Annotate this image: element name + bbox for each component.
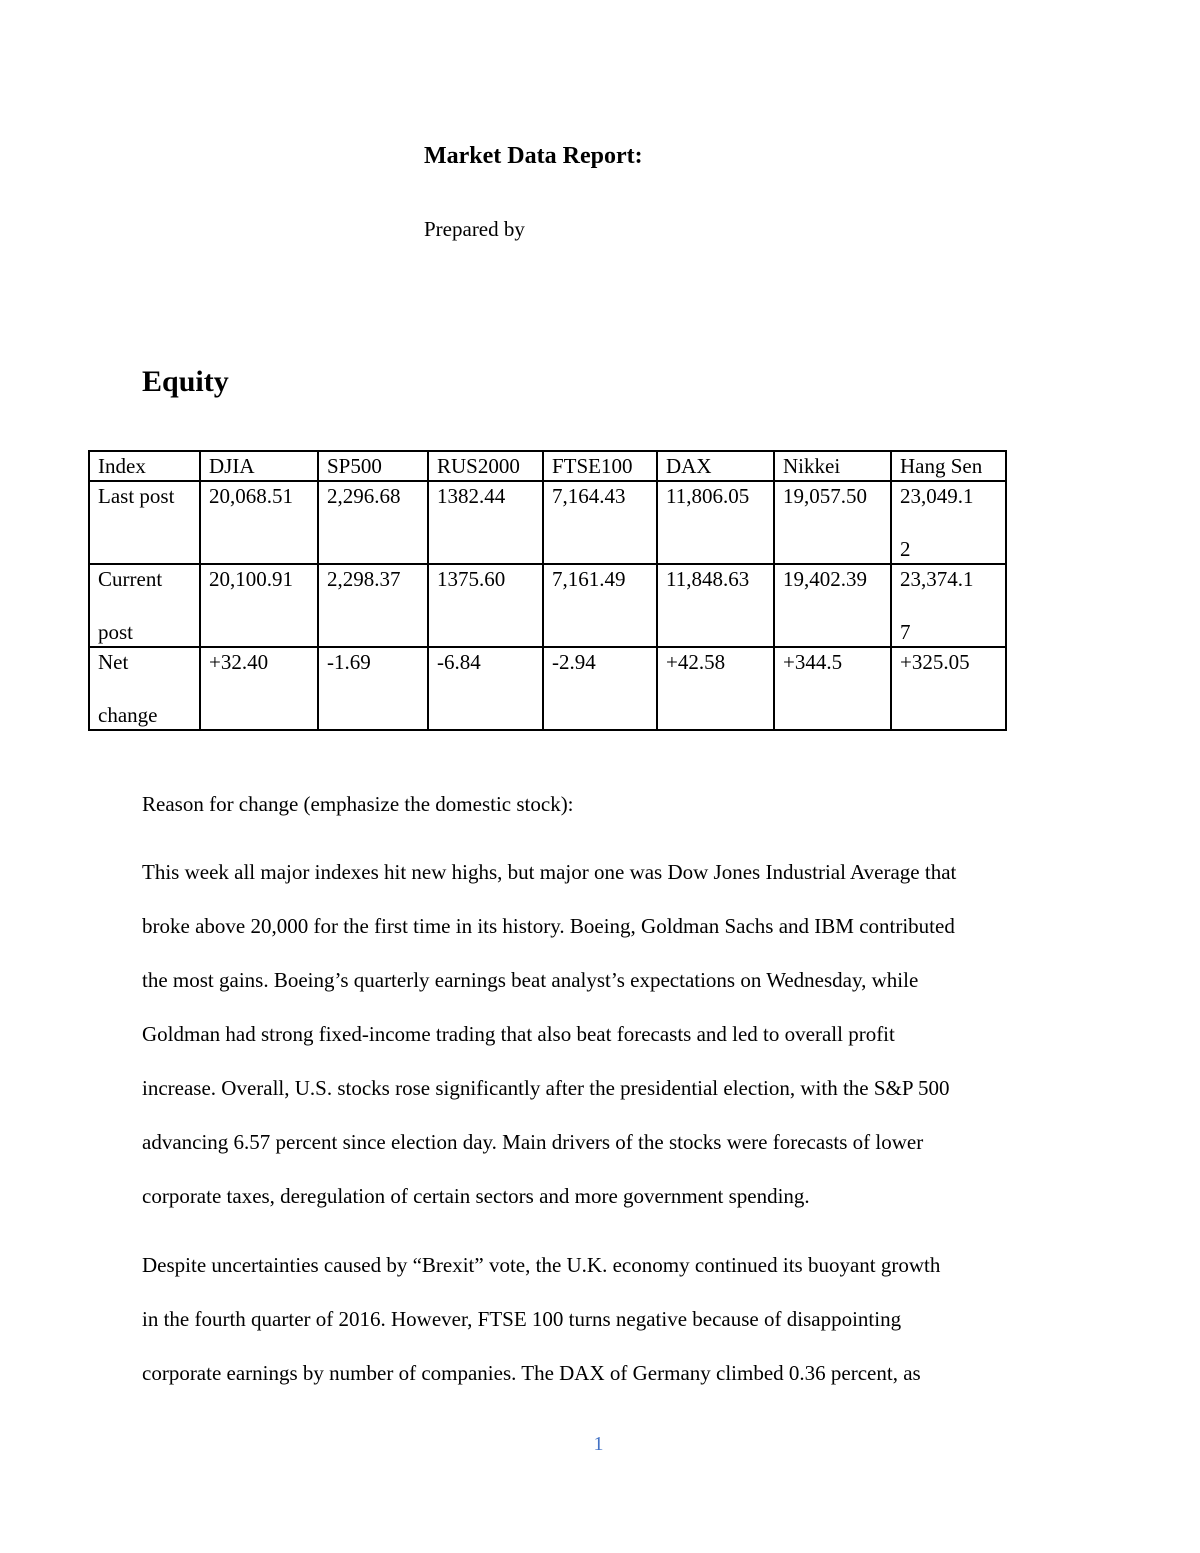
paragraph-line: in the fourth quarter of 2016. However, FTSE 100 turns negative because of disappointing	[142, 1307, 902, 1331]
row-label-line: Last post	[98, 484, 175, 508]
table-cell: 2,298.37	[318, 564, 428, 647]
page-number: 1	[593, 1433, 604, 1455]
row-label-line: change	[98, 703, 158, 727]
row-label-line: Net	[98, 650, 129, 674]
paragraph-international	[142, 1238, 1072, 1400]
table-cell: 20,100.91	[200, 564, 318, 647]
table-cell: +32.40	[200, 647, 318, 730]
paragraph-line: corporate earnings by number of companies. The DAX of Germany climbed 0.36 percent, as	[142, 1361, 921, 1385]
equity-table	[88, 450, 1007, 731]
table-cell: -6.84	[428, 647, 543, 730]
header-cell: Hang Sen	[891, 451, 1006, 481]
paragraph-line: This week all major indexes hit new highs, but major one was Dow Jones Industrial Average that	[142, 860, 957, 884]
paragraph-line: Goldman had strong fixed-income trading that also beat forecasts and led to overall profit	[142, 1022, 895, 1046]
table-cell: +42.58	[657, 647, 774, 730]
paragraph-line: advancing 6.57 percent since election day. Main drivers of the stocks were forecasts of lower	[142, 1130, 924, 1154]
table-cell: -1.69	[318, 647, 428, 730]
row-label-cell	[89, 481, 200, 564]
table-cell: 19,057.50	[774, 481, 891, 564]
header-cell: DJIA	[200, 451, 318, 481]
paragraph-line: Despite uncertainties caused by “Brexit” vote, the U.K. economy continued its buoyant growth	[142, 1253, 941, 1277]
paragraph-line: increase. Overall, U.S. stocks rose significantly after the presidential election, with the S&P 500	[142, 1076, 950, 1100]
table-cell: +325.05	[891, 647, 1006, 730]
table-cell: 1375.60	[428, 564, 543, 647]
header-cell: DAX	[657, 451, 774, 481]
table-cell: 11,848.63	[657, 564, 774, 647]
header-cell: RUS2000	[428, 451, 543, 481]
table-cell: +344.5	[774, 647, 891, 730]
table-cell: -2.94	[543, 647, 657, 730]
paragraph-domestic	[142, 845, 1072, 1223]
header-cell: Nikkei	[774, 451, 891, 481]
row-label-line: post	[98, 620, 134, 644]
wrap-line-2: 2	[900, 537, 911, 561]
prepared-by-line: Prepared by	[424, 217, 525, 241]
table-cell: 19,402.39	[774, 564, 891, 647]
table-cell: 7,161.49	[543, 564, 657, 647]
table-row-last-post	[89, 481, 1006, 564]
header-cell: Index	[89, 451, 200, 481]
header-cell: SP500	[318, 451, 428, 481]
row-label-cell	[89, 564, 200, 647]
reason-heading: Reason for change (emphasize the domestic stock):	[142, 792, 574, 816]
table-cell: 7,164.43	[543, 481, 657, 564]
table-row-net-change	[89, 647, 1006, 730]
section-heading-equity: Equity	[142, 365, 229, 398]
table-cell: 11,806.05	[657, 481, 774, 564]
row-label-cell	[89, 647, 200, 730]
paragraph-line: the most gains. Boeing’s quarterly earnings beat analyst’s expectations on Wednesday, while	[142, 968, 919, 992]
header-cell: FTSE100	[543, 451, 657, 481]
table-cell-wrapped	[891, 564, 1006, 647]
report-title: Market Data Report:	[424, 143, 643, 169]
paragraph-line: broke above 20,000 for the first time in its history. Boeing, Goldman Sachs and IBM contributed	[142, 914, 955, 938]
wrap-line-2: 7	[900, 620, 911, 644]
wrap-line-1: 23,049.1	[900, 484, 974, 508]
wrap-line-1: 23,374.1	[900, 567, 974, 591]
paragraph-line: corporate taxes, deregulation of certain sectors and more government spending.	[142, 1184, 810, 1208]
table-row-current-post	[89, 564, 1006, 647]
table-header-row	[89, 451, 1006, 481]
table-cell-wrapped	[891, 481, 1006, 564]
table-cell: 20,068.51	[200, 481, 318, 564]
row-label-line: Current	[98, 567, 163, 591]
table-cell: 2,296.68	[318, 481, 428, 564]
table-cell: 1382.44	[428, 481, 543, 564]
